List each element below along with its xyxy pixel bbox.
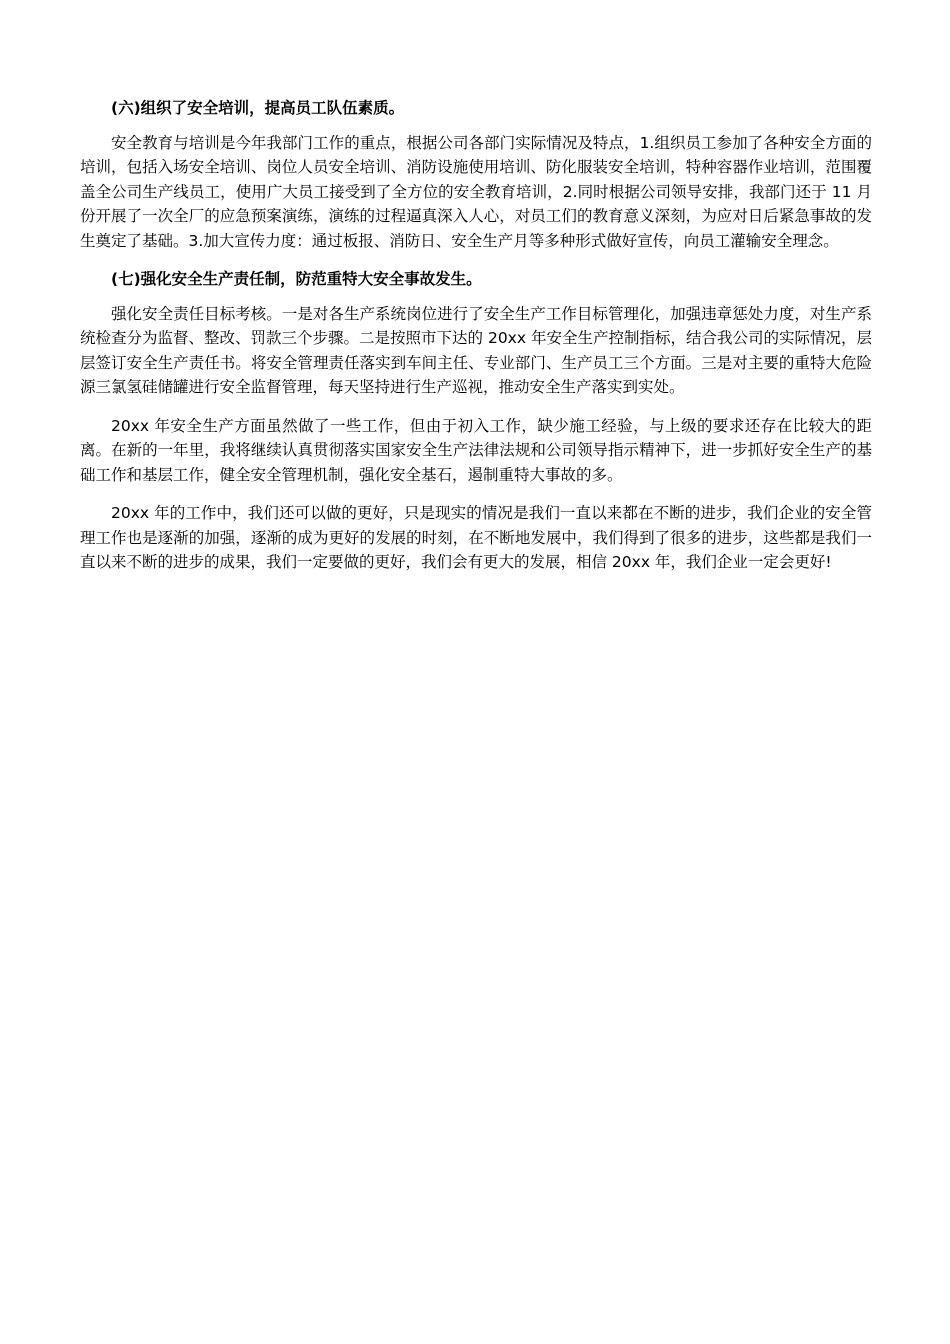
paragraph-responsibility: 强化安全责任目标考核。一是对各生产系统岗位进行了安全生产工作目标管理化，加强违章惩处力度，对生产系统检查分为监督、整改、罚款三个步骤。二是按照市下达的 20xx 年安全生产控制指标，结合我公司的实际情况，层层签订安全生产责任书。将安全管理责任落实到车间主任、专业部门、生产员工三个方面。三是对主要的重特大危险源三氯氢硅储罐进行安全监督管理，每天坚持进行生产巡视，推动安全生产落实到实处。 xyxy=(80,304,872,396)
paragraph-training: 安全教育与培训是今年我部门工作的重点，根据公司各部门实际情况及特点，1.组织员工参加了各种安全方面的培训，包括入场安全培训、岗位人员安全培训、消防设施使用培训、防化服装安全培训，特种容器作业培训，范围覆盖全公司生产线员工，使用广大员工接受到了全方位的安全教育培训，2.同时根据公司领导安排，我部门还于 11 月份开展了一次全厂的应急预案演练，演练的过程逼真深入人心，对员工们的教育意义深刻，为应对日后紧急事故的发生奠定了基础。3.加大宣传力度：通过板报、消防日、安全生产月等多种形式做好宣传，向员工灌输安全理念。 xyxy=(80,133,872,250)
paragraph-summary: 20xx 年安全生产方面虽然做了一些工作，但由于初入工作，缺少施工经验，与上级的要求还存在比较大的距离。在新的一年里，我将继续认真贯彻落实国家安全生产法律法规和公司领导指示精神下，进一步抓好安全生产的基础工作和基层工作，健全安全管理机制，强化安全基石，遏制重特大事故的多。 xyxy=(80,416,872,484)
section-heading-6: (六)组织了安全培训，提高员工队伍素质。 xyxy=(111,99,405,117)
paragraph-outlook: 20xx 年的工作中，我们还可以做的更好，只是现实的情况是我们一直以来都在不断的进步，我们企业的安全管理工作也是逐渐的加强，逐渐的成为更好的发展的时刻，在不断地发展中，我们得到了很多的进步，这些都是我们一直以来不断的进步的成果，我们一定要做的更好，我们会有更大的发展，相信 20xx 年，我们企业一定会更好! xyxy=(80,504,872,571)
document-page xyxy=(80,96,872,589)
section-heading-7: (七)强化安全生产责任制，防范重特大安全事故发生。 xyxy=(111,270,482,288)
